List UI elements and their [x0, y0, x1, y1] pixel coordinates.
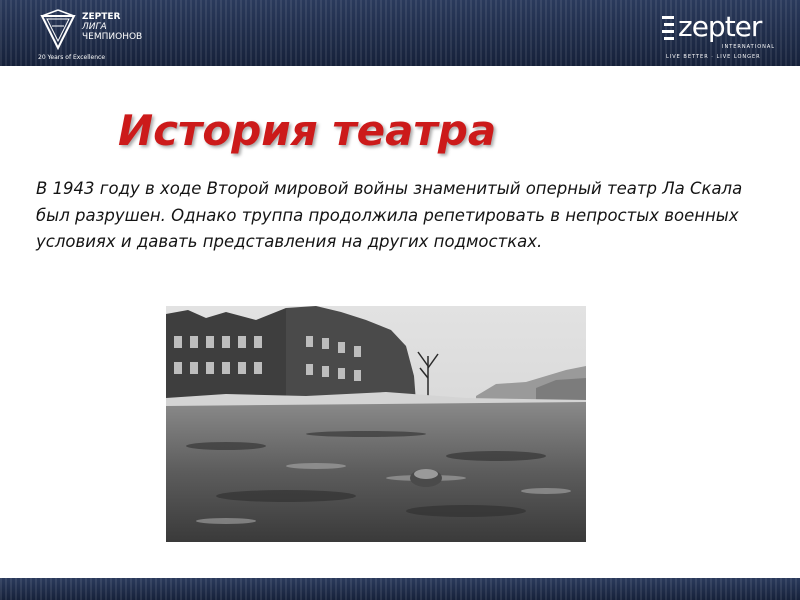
slide-title: История театра [118, 106, 497, 155]
zepter-tagline: LIVE BETTER · LIVE LONGER [666, 54, 761, 60]
league-logo-line3: ЧЕМПИОНОВ [82, 32, 143, 42]
war-ruins-photo [166, 306, 586, 542]
zepter-wordmark: zepter [678, 10, 762, 43]
footer-band [0, 578, 800, 600]
league-logo-brand: ZEPTER [82, 12, 121, 22]
zepter-international-logo [662, 8, 776, 62]
league-logo-anniversary: 20 Years of Excellence [38, 54, 106, 61]
slide-body-text: В 1943 году в ходе Второй мировой войны знаменитый оперный театр Ла Скала был разрушен. Однако труппа продолжила репетировать в непростых военных условиях и давать представления на других подмостках. [36, 179, 743, 251]
zepter-stripes-icon [662, 14, 676, 42]
diamond-emblem-icon [38, 8, 78, 52]
league-logo-line2: ЛИГА [82, 22, 107, 32]
zepter-league-logo [38, 8, 158, 62]
zepter-international-label: INTERNATIONAL [722, 44, 776, 50]
